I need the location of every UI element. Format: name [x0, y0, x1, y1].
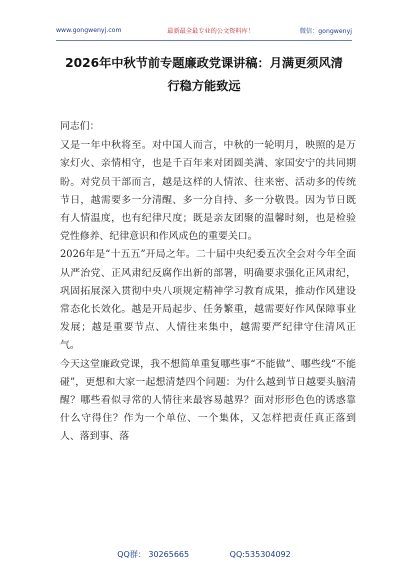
body-paragraph-2: 2026年是“十五五”开局之年。二十届中央纪委五次全会对今年全面从严治党、正风肃纪反腐作出新的部署，明确要求强化正风肃纪，巩固拓展深入贯彻中央八项规定精神学习教育成果，推动作风建设常态化长效化。越是开局起步、任务繁重，越需要好作风保障事业发展；越是重要节点、人情往来集中，越需要严纪律守住清风正气。: [60, 249, 356, 352]
document-body: [60, 118, 356, 447]
document-title: [56, 52, 352, 98]
footer-qq-group: QQ群： 30265665: [117, 550, 190, 559]
header-promo: 最新最全最专业的公文资料库！: [167, 27, 254, 35]
header-wechat: 微信：gongwenyj: [299, 27, 352, 35]
header-divider: [56, 40, 352, 41]
salutation: 同志们：: [60, 121, 100, 132]
title-line-2: 行稳方能致远: [167, 79, 241, 93]
page-header: [56, 22, 352, 38]
title-line-1: 2026年中秋节前专题廉政党课讲稿：月满更须风清: [65, 56, 343, 70]
header-url[interactable]: www.gongwenyj.com: [56, 26, 122, 34]
body-paragraph-1: 又是一年中秋将至。对中国人而言，中秋的一轮明月，映照的是万家灯火、亲情相守，也是千百年来对团圆美满、家国安宁的共同期盼。对党员干部而言，越是这样的人情浓、往来密、活动多的传统节日，越需要多一分清醒、多一分自持、多一分敬畏。因为节日既有人情温度，也有纪律尺度；既是亲友团聚的温馨时刻，也是检验党性修养、纪律意识和作风成色的重要关口。: [60, 140, 356, 243]
page-footer: [56, 549, 352, 560]
body-paragraph-3: 今天这堂廉政党课，我不想简单重复哪些事“不能做”、哪些线“不能碰”，更想和大家一起想清楚四个问题：为什么越到节日越要头脑清醒？哪些看似寻常的人情往来最容易越界？面对形形色色的诱惑靠什么守得住？作为一个单位、一个集体，又怎样把责任真正落到人、落到事、落: [60, 358, 356, 443]
footer-qq: QQ:535304092: [229, 550, 291, 559]
